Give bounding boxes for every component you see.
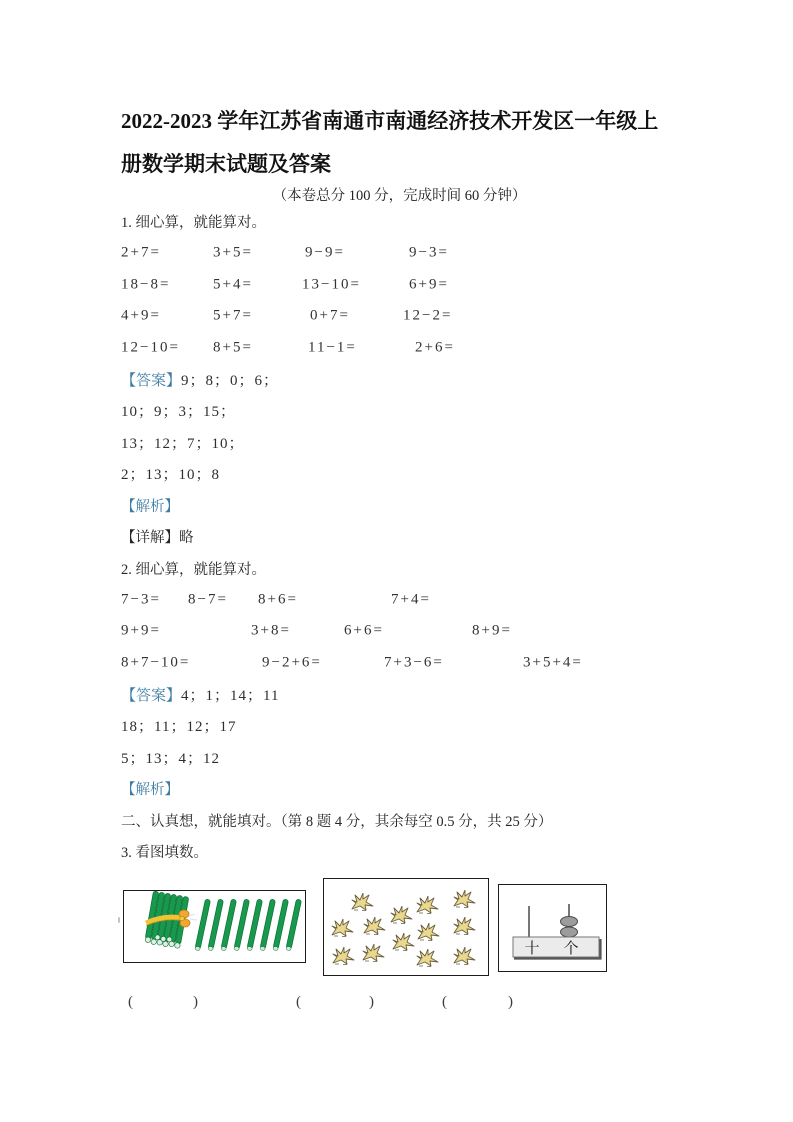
q3-heading: 3. 看图填数。 (121, 845, 208, 862)
blank-3-open: ( (442, 994, 447, 1010)
q2-answer-line-1 (121, 679, 678, 711)
math-expression: 7−3= (121, 591, 161, 608)
q2-row-3 (121, 647, 678, 679)
title-line-1: 2022-2023 学年江苏省南通市南通经济技术开发区一年级上 (121, 109, 659, 133)
answer-label: 【答案】 (121, 372, 182, 389)
q1-answer-line-4 (121, 458, 678, 490)
math-expression: 18−8= (121, 276, 171, 293)
q1-answer-line-3 (121, 427, 678, 459)
analysis-label: 【解析】 (121, 498, 179, 515)
page-title (121, 100, 678, 186)
blank-2-close: ) (369, 994, 374, 1010)
q1-heading: 1. 细心算，就能算对。 (121, 215, 266, 232)
math-expression: 13−10= (302, 276, 361, 293)
bird-icons (332, 890, 475, 967)
abacus-illustration (499, 885, 606, 971)
q1-row-3 (121, 301, 678, 333)
title-line-2: 册数学期末试题及答案 (121, 152, 331, 176)
blank-3-close: ) (508, 994, 513, 1010)
math-expression: 7+4= (391, 591, 431, 608)
math-expression: 5+4= (213, 276, 253, 293)
answer-values: 18；11；12；17 (121, 719, 237, 736)
q2-row-1 (121, 584, 678, 616)
q2-analysis-label (121, 773, 678, 805)
answer-values: 4；1；14；11 (181, 687, 280, 704)
analysis-label: 【解析】 (121, 782, 179, 799)
loose-sticks-icon (195, 899, 302, 951)
q1-answer-line-2 (121, 395, 678, 427)
math-expression: 3+8= (251, 622, 291, 639)
math-expression: 2+6= (415, 339, 455, 356)
page-content (121, 0, 678, 1122)
math-expression: 9+9= (121, 622, 161, 639)
math-expression: 8+9= (472, 622, 512, 639)
blank-1-close: ) (193, 994, 198, 1010)
answer-values: 10；9；3；15； (121, 404, 237, 421)
math-expression: 3+5+4= (523, 654, 583, 671)
q1-analysis-label (121, 490, 678, 522)
scan-artifact (118, 917, 120, 923)
math-expression: 12−10= (121, 339, 180, 356)
bead-icon (561, 917, 578, 927)
math-expression: 8−7= (188, 591, 228, 608)
bead-icon (561, 927, 578, 937)
q1-row-2 (121, 269, 678, 301)
answer-values: 9；8；0；6； (181, 372, 280, 389)
math-expression: 9−2+6= (262, 654, 322, 671)
document-body (121, 206, 678, 868)
ones-label: 个 (563, 941, 579, 957)
math-expression: 0+7= (310, 307, 350, 324)
detail-text: 略 (179, 530, 194, 547)
sticks-illustration (124, 891, 305, 962)
math-expression: 9−3= (409, 244, 449, 261)
math-expression: 6+9= (409, 276, 449, 293)
q1-row-1 (121, 238, 678, 270)
q1-row-4 (121, 332, 678, 364)
q2-answer-line-3 (121, 742, 678, 774)
math-expression: 9−9= (305, 244, 345, 261)
answer-values: 2；13；10；8 (121, 467, 221, 484)
q1-detail-line (121, 521, 678, 553)
detail-label: 【详解】 (121, 530, 179, 547)
blank-1-open: ( (128, 994, 133, 1010)
q2-row-2 (121, 616, 678, 648)
math-expression: 4+9= (121, 307, 161, 324)
section2-heading: 二、认真想，就能填对。（第 8 题 4 分，其余每空 0.5 分，共 25 分） (121, 813, 553, 830)
q3-figures (121, 877, 678, 977)
answer-label: 【答案】 (121, 687, 182, 704)
q1-answer-line-1 (121, 364, 678, 396)
exam-info-line: （本卷总分 100 分，完成时间 60 分钟） (272, 188, 527, 204)
math-expression: 12−2= (403, 307, 453, 324)
math-expression: 6+6= (344, 622, 384, 639)
math-expression: 7+3−6= (384, 654, 444, 671)
birds-illustration (324, 879, 488, 975)
abacus-image (498, 884, 607, 972)
answer-blanks (121, 980, 678, 1024)
math-expression: 8+5= (213, 339, 253, 356)
math-expression: 2+7= (121, 244, 161, 261)
blank-2-open: ( (296, 994, 301, 1010)
birds-image (323, 878, 489, 976)
math-expression: 8+6= (258, 591, 298, 608)
tens-label: 十 (524, 941, 540, 957)
sticks-image (123, 890, 306, 963)
math-expression: 5+7= (213, 307, 253, 324)
q2-heading: 2. 细心算，就能算对。 (121, 561, 266, 578)
answer-values: 13；12；7；10； (121, 435, 245, 452)
q2-answer-line-2 (121, 710, 678, 742)
math-expression: 8+7−10= (121, 654, 191, 671)
math-expression: 3+5= (213, 244, 253, 261)
math-expression: 11−1= (308, 339, 357, 356)
answer-values: 5；13；4；12 (121, 750, 221, 767)
